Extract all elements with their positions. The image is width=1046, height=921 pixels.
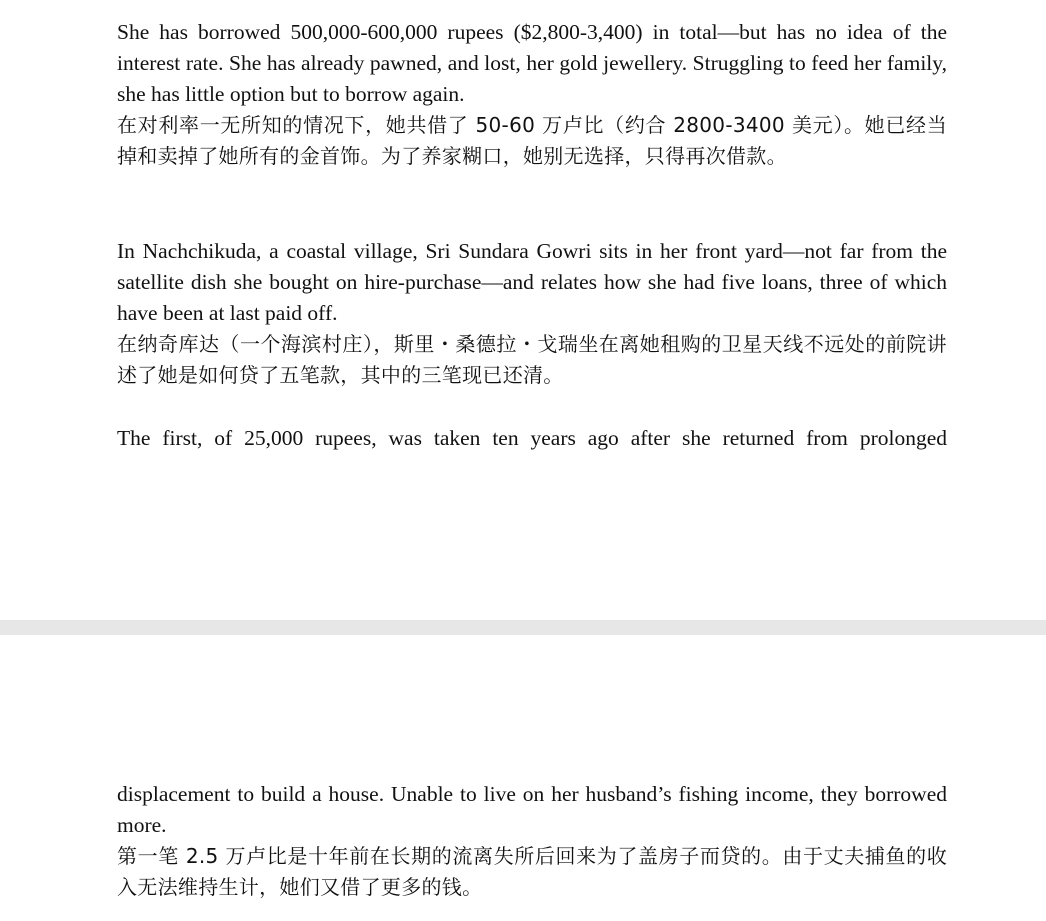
paragraph-3-english-continued: displacement to build a house. Unable to live on her husband’s fishing income, they borrowed more. (117, 782, 947, 837)
paragraph-1-english: She has borrowed 500,000-600,000 rupees ($2,800-3,400) in total—but has no idea of the interest rate. She has already pawned, and lost, her gold jewellery. Struggling to feed her family, she has little option but to borrow again. (117, 20, 947, 106)
paragraph-1-chinese: 在对利率一无所知的情况下，她共借了 50-60 万卢比（约合 2800-3400 美元）。她已经当掉和卖掉了她所有的金首饰。为了养家糊口，她别无选择，只得再次借款。 (117, 113, 947, 168)
paragraph-2-chinese: 在纳奇库达（一个海滨村庄），斯里・桑德拉・戈瑞坐在离她租购的卫星天线不远处的前院讲述了她是如何贷了五笔款，其中的三笔现已还清。 (117, 332, 947, 387)
paragraph-3-chinese: 第一笔 2.5 万卢比是十年前在长期的流离失所后回来为了盖房子而贷的。由于丈夫捕鱼的收入无法维持生计，她们又借了更多的钱。 (117, 844, 947, 899)
paragraph-3-english-start: The first, of 25,000 rupees, was taken ten years ago after she returned from prolonged (117, 426, 947, 450)
paragraph-2-english: In Nachchikuda, a coastal village, Sri Sundara Gowri sits in her front yard—not far from the satellite dish she bought on hire-purchase—and relates how she had five loans, three of which have been at last paid off. (117, 239, 947, 325)
page-separator (0, 620, 1046, 635)
document-page-2 (0, 635, 1046, 921)
